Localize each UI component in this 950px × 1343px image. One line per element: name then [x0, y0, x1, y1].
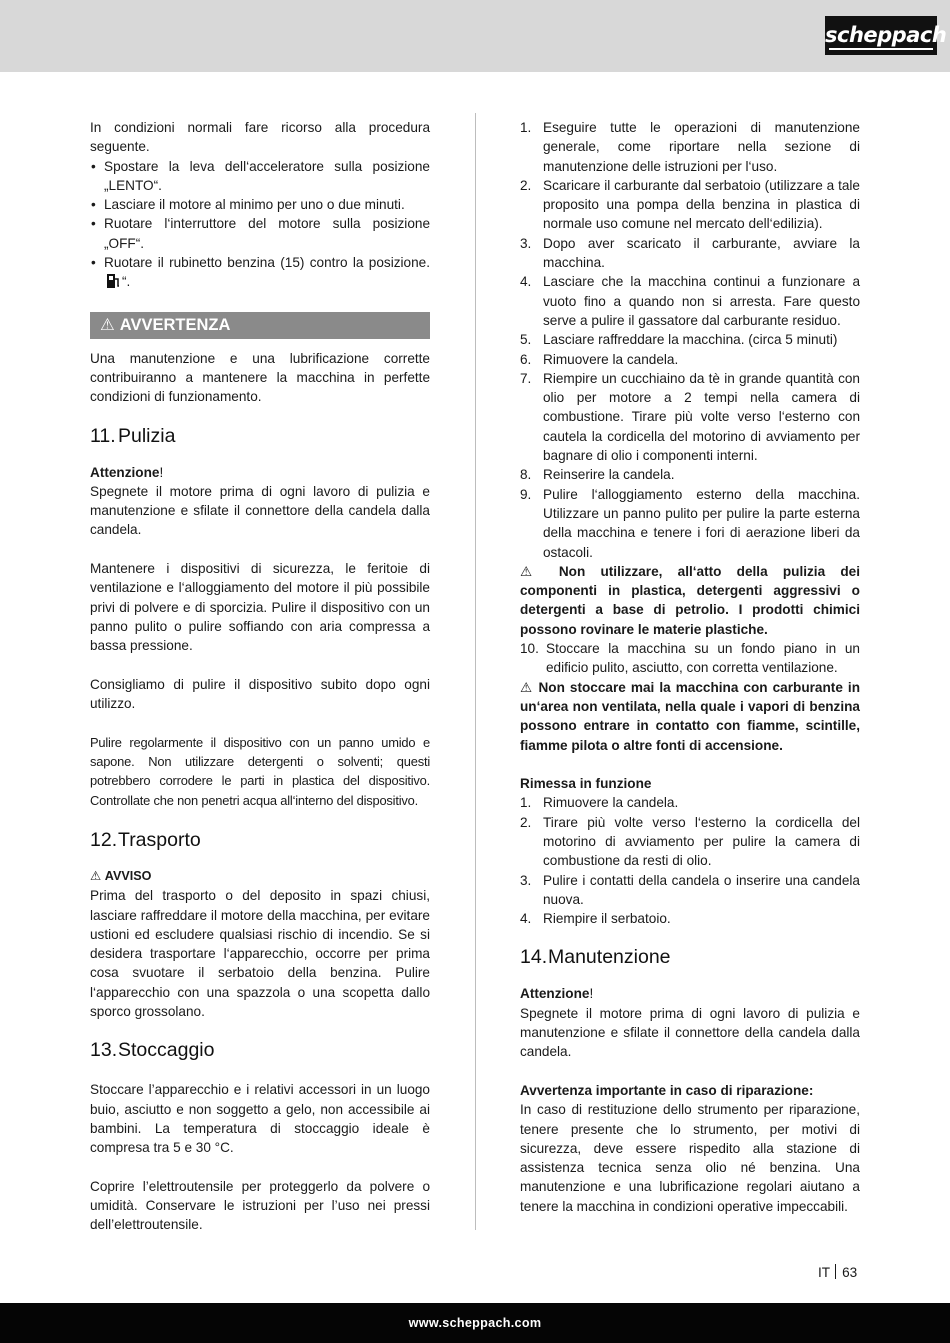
pulizia-paragraph: Consigliamo di pulire il dispositivo subito dopo ogni utilizzo.: [90, 676, 430, 712]
list-item: 6. Rimuovere la candela.: [520, 351, 679, 367]
notice-label: ⚠ AVVISO: [90, 868, 152, 883]
pulizia-paragraph: Mantenere i dispositivi di sicurezza, le feritoie di ventilazione e l‘alloggiamento del motore il più possibile privi di polvere e di sporcizia. Pulire il dispositivo con un panno pulito o pulire soffiando con aria compressa a bassa pressione.: [90, 561, 430, 654]
right-column: [520, 118, 860, 1216]
section-title-pulizia: 11. Pulizia: [90, 424, 176, 447]
intro-text: In condizioni normali fare ricorso alla procedura seguente.: [90, 120, 430, 155]
section-title-manutenzione: 14.Manutenzione: [520, 946, 671, 969]
restart-title: Rimessa in funzione: [520, 776, 652, 792]
page-number: IT 63: [818, 1265, 858, 1280]
list-item: 1. Rimuovere la candela.: [520, 795, 679, 811]
warning-triangle-icon: ⚠: [520, 563, 559, 579]
footer-url[interactable]: www.scheppach.com: [408, 1316, 542, 1330]
manutenzione-paragraph: Spegnete il motore prima di ogni lavoro di pulizia e manutenzione e sfilate il connettore della candela dalla candela.: [520, 1005, 860, 1060]
pulizia-paragraph: Spegnete il motore prima di ogni lavoro di pulizia e manutenzione e sfilate il connettore della candela dalla candela.: [90, 483, 430, 538]
bullet-item: • Spostare la leva dell‘acceleratore sulla posizione „LENTO“.: [91, 158, 430, 193]
left-column: [90, 118, 430, 1235]
list-item: 3. Pulire i contatti della candela o inserire una candela nuova.: [520, 872, 860, 907]
warning-triangle-icon: ⚠: [520, 679, 539, 695]
list-item: 5. Lasciare raffreddare la macchina. (circa 5 minuti): [520, 332, 838, 348]
fuel-storage-warning: ⚠ Non stoccare mai la macchina con carburante in un‘area non ventilata, nella quale i vapori di benzina possono entrare in contatto con fiamme, scintille, fiamme pilota o altre fonti di accensione.: [520, 679, 860, 753]
list-item: 4. Lasciare che la macchina continui a funzionare a vuoto fino a quando non si arresta. Fare questo serve a pulire il gassatore dal carburante residuo.: [520, 274, 860, 328]
bullet-item: • Lasciare il motore al minimo per uno o due minuti.: [91, 197, 405, 213]
bullet-item: • Ruotare l‘interruttore del motore sulla posizione „OFF“.: [91, 216, 430, 251]
list-item: 4. Riempire il serbatoio.: [520, 911, 671, 927]
warning-triangle-icon: ⚠: [100, 315, 115, 334]
list-item: 8. Reinserire la candela.: [520, 467, 675, 483]
trasporto-paragraph: Prima del trasporto o del deposito in spazi chiusi, lasciare raffreddare il motore della macchina, per evitare ustioni ed escludere qualsiasi rischio di incendio. Se si desidera trasportare l‘apparecchio, occorre per prima cosa svuotare il serbatoio della benzina. Pulire l‘apparecchio con una spazzola o una scopetta dallo sporco grossolano.: [90, 888, 430, 1019]
fuel-tap-icon: [106, 273, 120, 289]
manutenzione-paragraph: In caso di restituzione dello strumento per riparazione, tenere presente che lo strumento, per motivi di sicurezza, deve essere rispedito alla stazione di assistenza tecnica senza olio né benzina. Una manutenzione e una lubrificazione regolari aiutano a tenere la macchina in condizioni operative impeccabili.: [520, 1102, 860, 1214]
list-item: 2. Scaricare il carburante dal serbatoio (utilizzare a tale proposito una pompa della benzina in plastica di normale uso comune nel mercato dell‘edilizia).: [520, 177, 860, 232]
stoccaggio-paragraph: Coprire l’elettroutensile per proteggerlo da polvere o umidità. Conservare le istruzioni per l’uso nei pressi dell’elettroutensile.: [90, 1178, 430, 1233]
repair-notice-title: Avvertenza importante in caso di riparazione:: [520, 1082, 814, 1098]
section-title-trasporto: 12.Trasporto: [90, 828, 201, 851]
column-divider: [475, 113, 476, 1230]
warning-triangle-icon: ⚠: [90, 868, 105, 883]
attention-label: Attenzione!: [90, 464, 164, 480]
list-item: 7. Riempire un cucchiaino da tè in grande quantità con olio per motore a 2 tempi nella camera di combustione. Tirare più volte verso l‘esterno con cautela la cordicella del motorino di avviamento per bagnare di olio i componenti interni.: [520, 370, 860, 464]
attention-label: Attenzione!: [520, 986, 594, 1002]
shutdown-bullet-list: [90, 157, 430, 292]
list-item: 3. Dopo aver scaricato il carburante, avviare la macchina.: [520, 235, 860, 271]
list-item: 9. Pulire l‘alloggiamento esterno della macchina. Utilizzare un panno pulito per pulire la parte esterna della macchina e tenere i fori di aerazione liberi da ostacoli.: [520, 486, 860, 560]
list-item: 2. Tirare più volte verso l‘esterno la cordicella del motorino di avviamento per pulire la camera di combustione da resti di olio.: [520, 814, 860, 869]
storage-steps-list-cont: [520, 639, 860, 678]
stoccaggio-paragraph: Stoccare l’apparecchio e i relativi accessori in un luogo buio, asciutto e non soggetto a gelo, non accessibile ai bambini. La temperatura di stoccaggio ideale è compresa tra 5 e 30 °C.: [90, 1082, 430, 1156]
plastic-warning: ⚠ Non utilizzare, all‘atto della pulizia dei componenti in plastica, detergenti aggressivi o detergenti a base di petrolio. I prodotti chimici possono rovinare le materie plastiche.: [520, 563, 860, 637]
storage-steps-list: [520, 118, 860, 562]
list-item: 10. Stoccare la macchina su un fondo piano in un edificio pulito, asciutto, con corretta ventilazione.: [520, 641, 860, 676]
warning-bar: ⚠ AVVERTENZA: [90, 312, 430, 339]
list-item: 1. Eseguire tutte le operazioni di manutenzione generale, come riportare nella sezione di manutenzione delle istruzioni per l‘uso.: [520, 120, 860, 174]
bullet-item: • Ruotare il rubinetto benzina (15) contro la posizione.“.: [91, 255, 430, 290]
restart-steps-list: [520, 793, 860, 928]
header-band: [0, 0, 950, 72]
warning-text: Una manutenzione e una lubrificazione corrette contribuiranno a mantenere la macchina in perfette condizioni di funzionamento.: [90, 350, 430, 405]
pulizia-paragraph: Pulire regolarmente il dispositivo con un panno umido e sapone. Non utilizzare detergenti o solventi; questi potrebbero corrodere le parti in plastica del dispositivo. Controllate che non penetri acqua all‘interno del dispositivo.: [90, 734, 430, 808]
brand-logo: scheppach: [825, 16, 937, 55]
section-title-stoccaggio: 13.Stoccaggio: [90, 1039, 215, 1062]
